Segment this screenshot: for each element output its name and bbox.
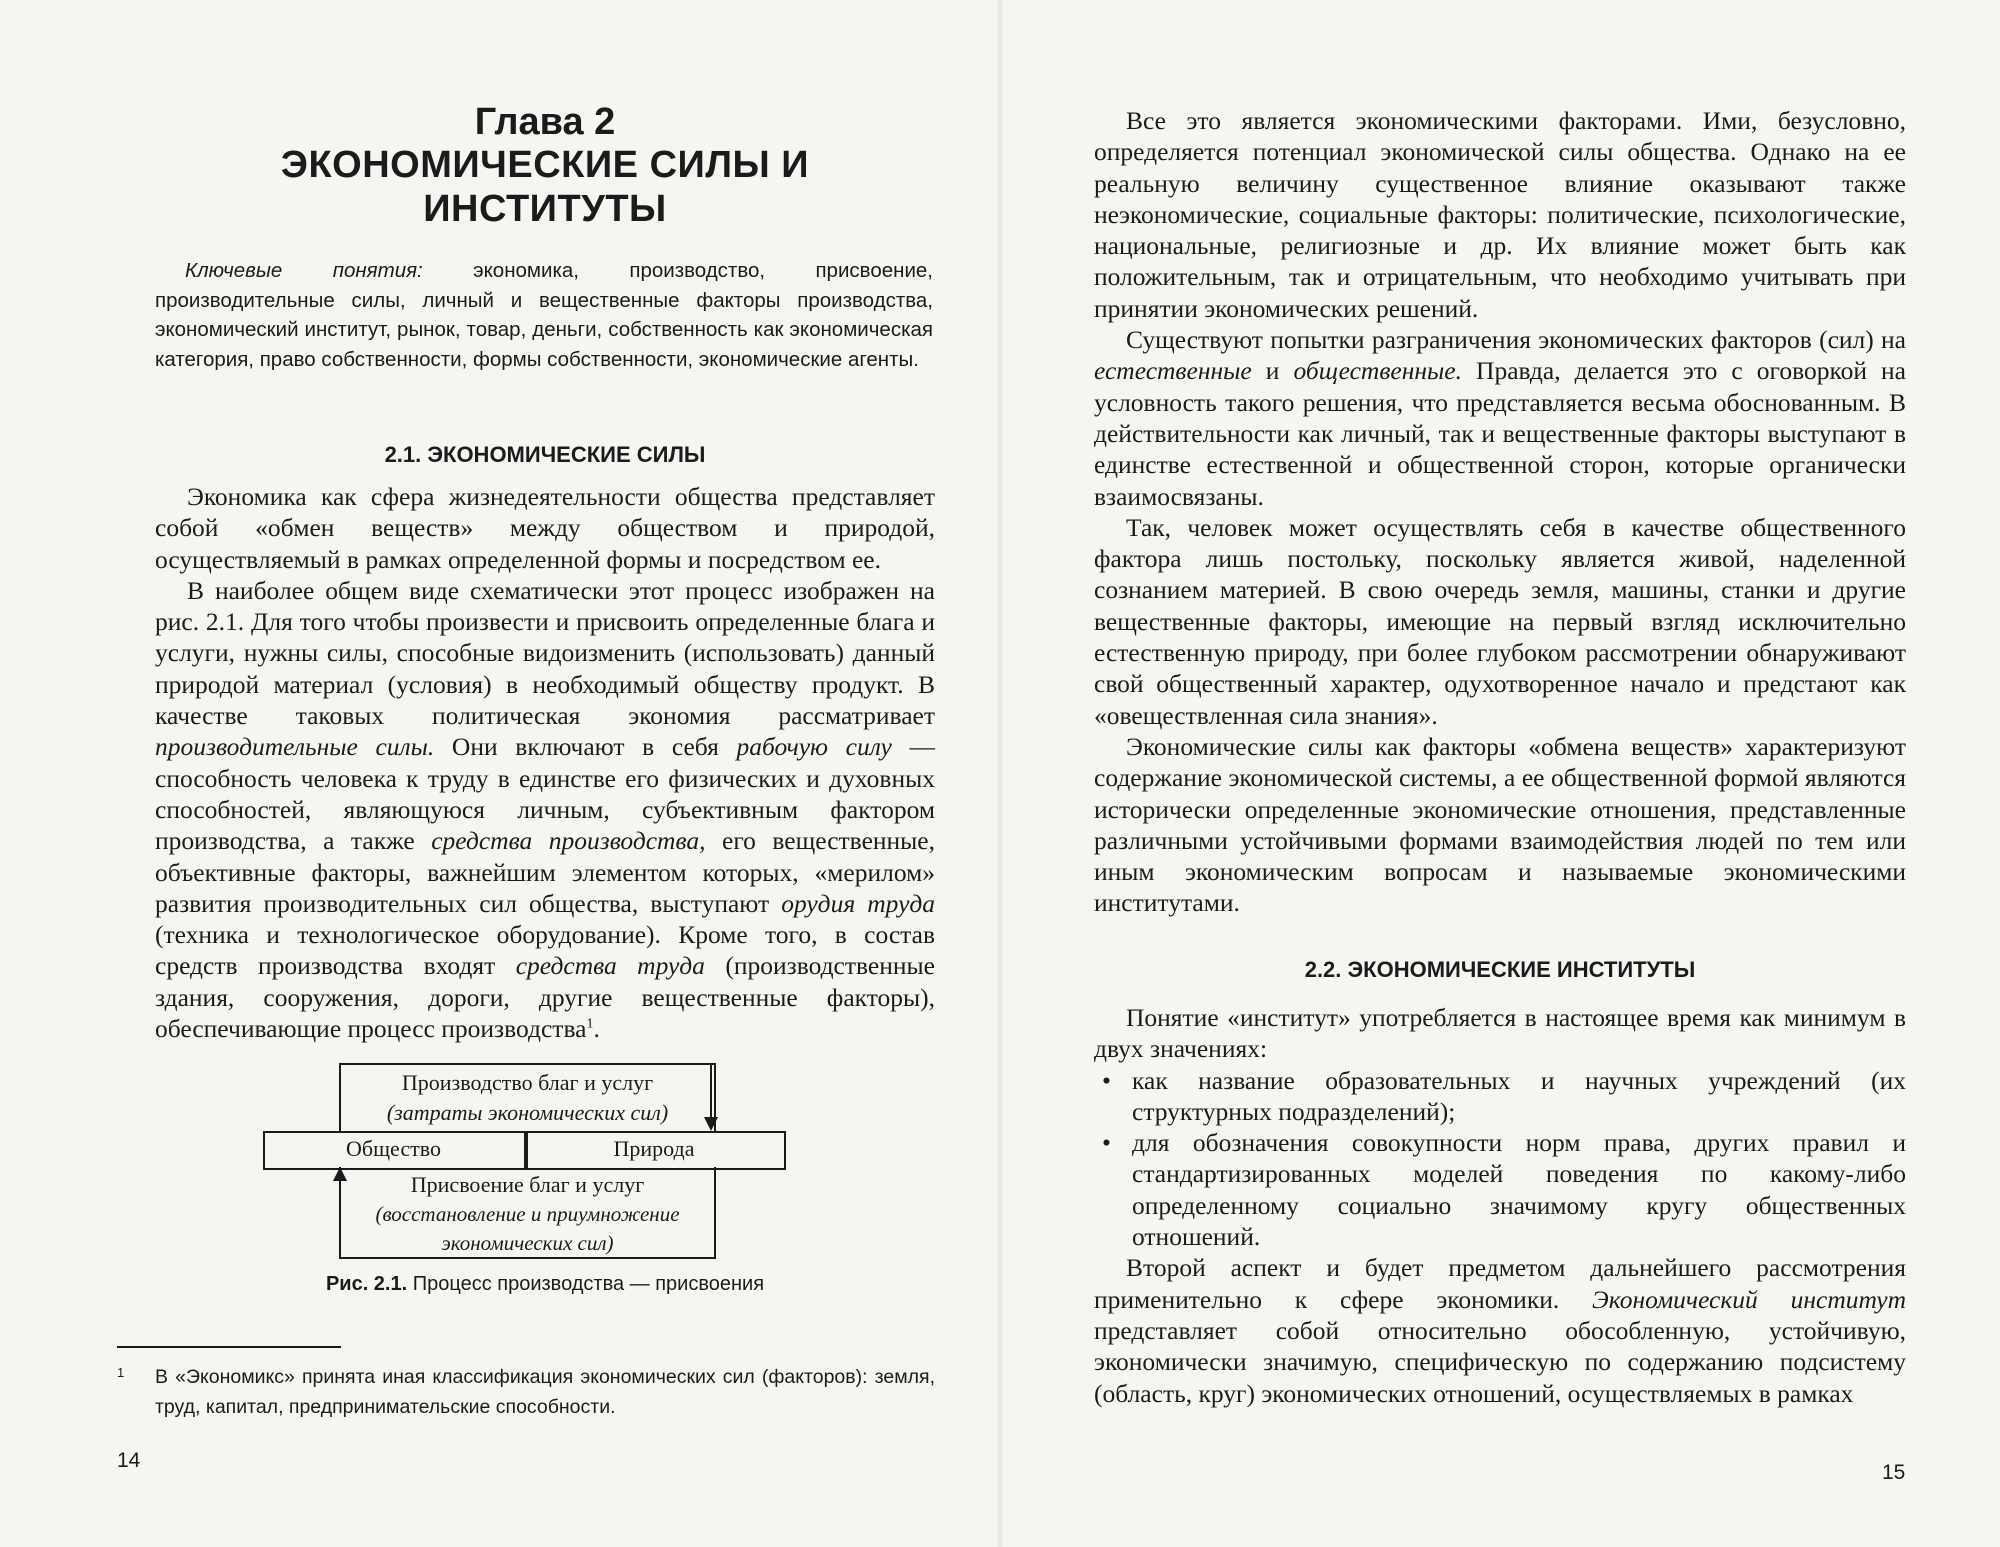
paragraph: Понятие «институт» употребляется в настоящее время как минимум в двух значениях: [1094, 1003, 1906, 1064]
emphasis: орудия труда [781, 888, 935, 918]
list-item: • для обозначения совокупности норм права, других правил и стандартизированных моделей поведения по какому-либо определенному социально значимому кругу общественных отношений. [1094, 1127, 1906, 1252]
list-item: • как название образовательных и научных учреждений (их структурных подразделений); [1094, 1065, 1906, 1128]
emphasis: средства труда [515, 951, 705, 981]
text-run: Существуют попытки разграничения экономических факторов (сил) на [1126, 325, 1906, 355]
figure-2-1 [0, 0, 1000, 1300]
emphasis: средства производства, [431, 826, 706, 856]
emphasis: Экономический институт [1592, 1284, 1906, 1314]
paragraph: Так, человек может осуществлять себя в качестве общественного фактора лишь постольку, поскольку является живой, наделенной сознанием материей. В свою очередь земля, машины, станки и другие вещественные факторы, имеющие на первый взгляд исключительно естественную природу, при более глубоком рассмотрении обнаруживают свой общественный характер, одухотворенное начало и предстают как «овеществленная сила знания». [1094, 512, 1906, 730]
caption-text: Процесс производства — присвоения [407, 1273, 765, 1295]
footnote-text: В «Экономикс» принята иная классификация экономических сил (факторов): земля, труд, капитал, предпринимательские способности. [155, 1366, 935, 1418]
bullet-list [1094, 1065, 1906, 1253]
figure-caption [155, 1270, 935, 1298]
arrow-up-icon [333, 1167, 347, 1258]
text-run: (производственные здания, сооружения, дороги, другие вещественные факторы), обеспечивающие процесс производства [155, 951, 935, 1044]
emphasis: рабочую силу [736, 732, 892, 762]
right-body-text-bottom [1094, 1002, 1906, 1409]
figure-nature-label: Природа [613, 1136, 695, 1161]
figure-society-label: Общество [346, 1136, 441, 1161]
footnote-ref[interactable]: 1 [586, 1016, 594, 1032]
paragraph: Все это является экономическими факторами. Ими, безусловно, определяется потенциал экономической силы общества. Однако на ее реальную величину существенное влияние оказывают также неэкономические, социальные факторы: политические, психологические, национальные, религиозные и др. Их влияние может быть как положительным, так и отрицательным, что необходимо учитывать при принятии экономических решений. [1094, 106, 1906, 323]
figure-arrows [0, 0, 1000, 1300]
footnote-rule [117, 1346, 341, 1348]
key-concepts-label: Ключевые понятия: [185, 259, 423, 282]
figure-bottom-line3: экономических сил) [441, 1231, 614, 1255]
text-run: представляет собой относительно обособленную, устойчивую, экономически значимую, специфическую по содержанию подсистему (область, круг) экономических отношений, осуществляемых в рамках [1094, 1315, 1906, 1408]
text-run: В наиболее общем виде схематически этот процесс изображен на рис. 2.1. Для того чтобы произвести и присвоить определенные блага и услуги, нужны силы, способные видоизменить (использовать) данный природой материал (условия) в необходимый обществу продукт. В качестве таковых политическая экономия рассматривает [155, 575, 935, 731]
emphasis: производительные силы. [155, 732, 435, 762]
chapter-number: Глава 2 [474, 101, 616, 143]
figure-top-line2: (затраты экономических сил) [386, 1100, 669, 1125]
paragraph [1094, 324, 1906, 512]
text-run: . [593, 1014, 600, 1044]
section-heading-2-1: 2.1. ЭКОНОМИЧЕСКИЕ СИЛЫ [384, 442, 706, 467]
chapter-title: ЭКОНОМИЧЕСКИЕ СИЛЫ И ИНСТИТУТЫ [280, 144, 810, 230]
emphasis: естественные [1094, 356, 1252, 386]
text-run: Правда, делается это с оговоркой на условность такого решения, что представляется весьма обоснованным. В действительности как личный, так и вещественные факторы выступают в единстве естественной и общественной сторон, которые органически взаимосвязаны. [1094, 356, 1906, 511]
paragraph: Экономика как сфера жизнедеятельности общества представляет собой «обмен веществ» между обществом и природой, осуществляемый в рамках определенной формы и посредством ее. [155, 482, 935, 574]
text-run: Они включают в себя [434, 732, 737, 762]
figure-top-line1: Производство благ и услуг [401, 1070, 654, 1095]
page-number-right: 15 [1882, 1461, 1906, 1484]
text-run: — способность человека к труду в единстве его физических и духовных способностей, являющуюся личным, субъективным фактором производства, а также [155, 732, 936, 856]
emphasis: общественные. [1293, 356, 1462, 386]
text-run: (техника и технологическое оборудование). Кроме того, в состав средств производства входят [155, 920, 935, 981]
text-run: его вещественные, объективные факторы, важнейшим элементом которых, «мерилом» развития производительных сил общества, выступают [155, 826, 936, 918]
footnote [117, 1362, 935, 1422]
paragraph: Экономические силы как факторы «обмена веществ» характеризуют содержание экономической системы, а ее общественной формой являются исторически определенные экономические отношения, представленные различными устойчивыми формами взаимодействия людей по тем или иным экономическим вопросам и называемые экономическими институтами. [1094, 731, 1906, 918]
text-run: Второй аспект и будет предметом дальнейшего рассмотрения применительно к сфере экономики. [1094, 1253, 1906, 1314]
paragraph [1094, 1252, 1906, 1408]
figure-bottom-line2: (восстановление и приумножение [375, 1202, 680, 1226]
footnote-mark: 1 [117, 1365, 125, 1380]
right-body-text-top [1094, 105, 1906, 919]
key-concepts-text: экономика, производство, присвоение, производительные силы, личный и вещественные факторы производства, экономический институт, рынок, товар, деньги, собственность как экономическая категория, право собственности, формы собственности, экономические агенты. [155, 259, 933, 371]
arrow-down-icon [704, 1063, 718, 1131]
caption-label: Рис. 2.1. [325, 1273, 408, 1295]
text-run: и [1251, 356, 1294, 386]
page-number-left: 14 [117, 1449, 141, 1472]
section-heading-2-2: 2.2. ЭКОНОМИЧЕСКИЕ ИНСТИТУТЫ [1304, 957, 1696, 982]
right-page [1000, 0, 2000, 1547]
figure-bottom-line1: Присвоение благ и услуг [410, 1172, 645, 1197]
